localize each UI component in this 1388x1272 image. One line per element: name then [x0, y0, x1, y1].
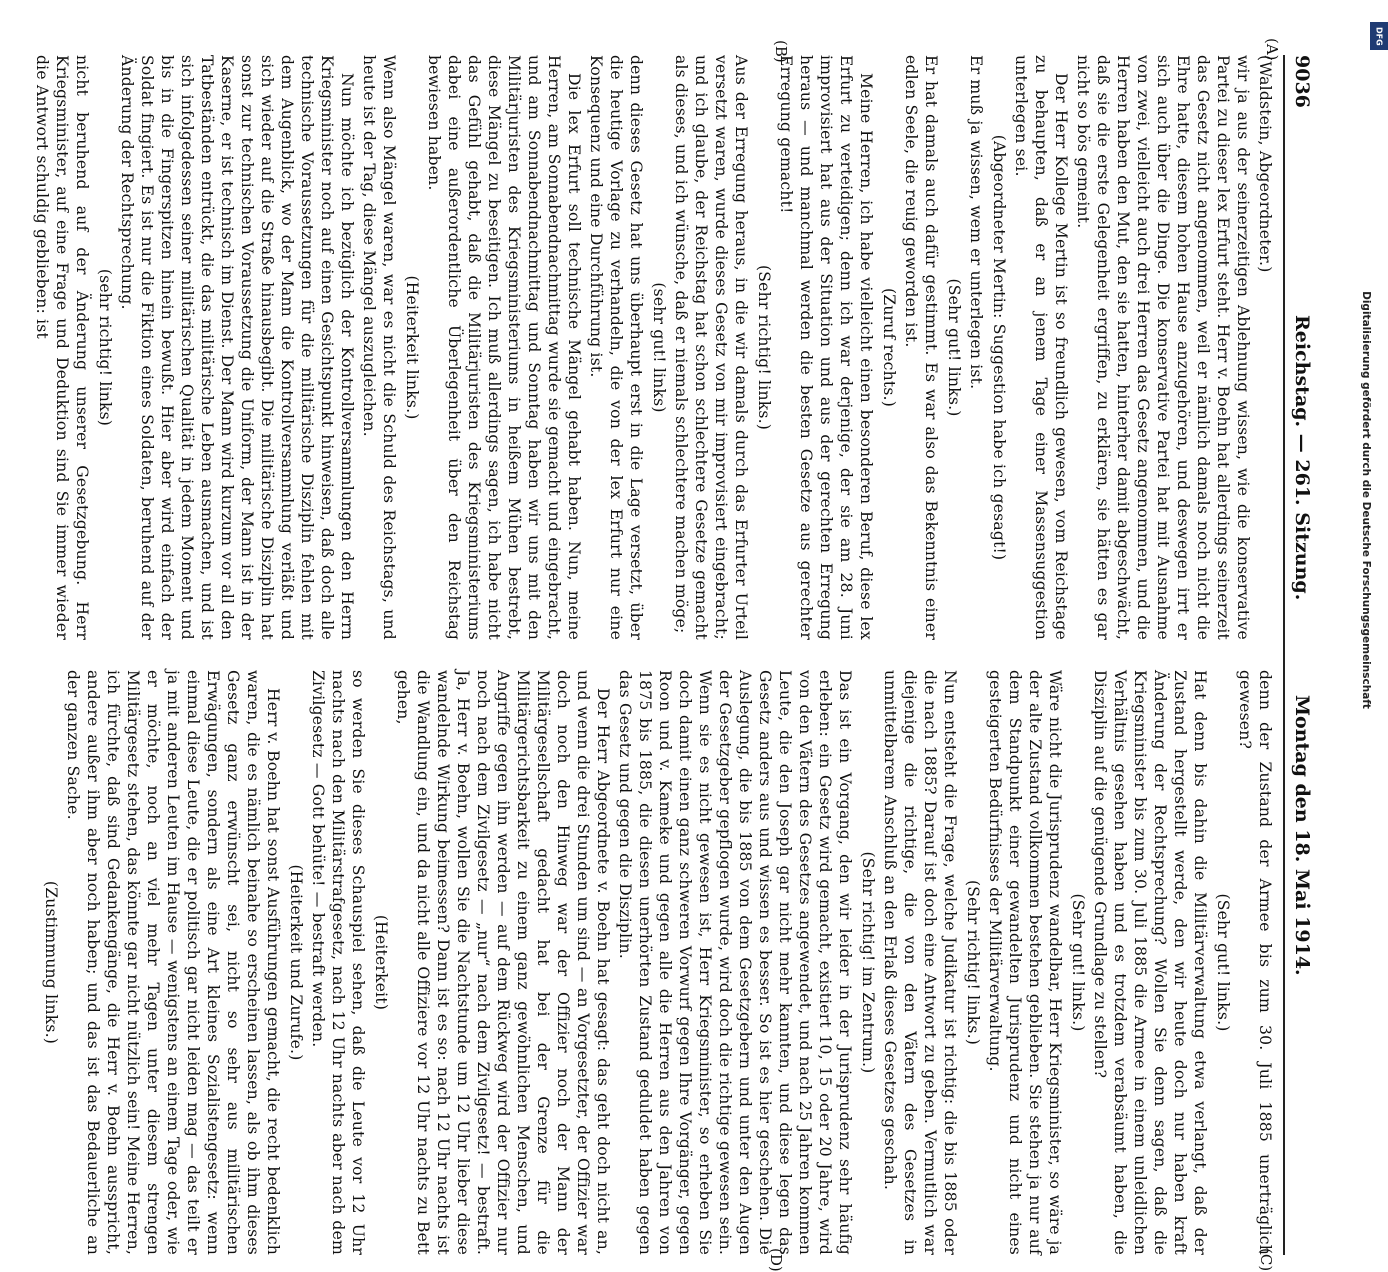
funding-note: Digitalisierung gefördert durch die Deutsche Forschungsgemeinschaft	[1360, 291, 1372, 709]
paragraph: Die lex Erfurt soll technische Mängel gehabt haben. Nun, meine Herren, am Sonnabendnachmittag wurde sie gemacht und eingebracht, und am Sonnabendnachmittag und Sonntag haben wir uns mit den Militärjuristen des Kriegsministeriums in heißem Mühen bestrebt, diese Mängel zu beseitigen. Ich muß allerdings sagen, ich habe nicht das Gefühl gehabt, daß die Militärjuristen des Kriegsministeriums dabei eine außerordentliche Überlegenheit über den Reichstag bewiesen haben.	[425, 55, 583, 640]
paragraph: so werden Sie dieses Schauspiel sehen, daß die Leute vor 12 Uhr nachts nach den Militärstrafgesetz, nach 12 Uhr nachts aber nach dem Zivilgesetz — Gott behüte! — bestraft werden.	[309, 670, 367, 1255]
paragraph: Hat denn bis dahin die Militärverwaltung etwa verlangt, daß der Zustand hergestellt werde, den wir heute doch nur haben kraft Änderung der Rechtsprechung? Wollen Sie denn sagen, daß die Kriegsminister bis zum 30. Juli 1885 die Armee in einem unleidlichen Verhältnis gesehen haben und es trotzdem verabsäumt haben, die Disziplin auf die genügende Grundlage zu stellen?	[1091, 670, 1209, 1255]
speaker-label: (Waldstein, Abgeordneter.)	[1256, 55, 1274, 273]
interjection: (sehr richtig! links)	[96, 268, 114, 427]
paragraph: Der Herr Abgeordnete v. Boehn hat gesagt: das geht doch nicht an, und wenn die drei Stunden um sind — an Vorgesetzter, der Offizier war doch noch den Hinweg war der Offizier noch der Mann der Militärgesellschaft gedacht hat bei der Grenze für die Militärgerichtsbarkeit zu einem ganz gewöhnlichen Menschen, und Angriffe gegen ihn werden — auf dem Rückweg wird der Offizier nur noch nach dem Zivilgesetz — „nur“ nach dem Zivilgesetz! — bestraft. Ja, Herr v. Boehn, wollen Sie die Nachtstunde um 12 Uhr lieber diese wandelnde Wirkung beimessen? Dann ist es so: nach 12 Uhr nachts ist die Wandlung ein, und da nicht alle Offiziere vor 12 Uhr nachts zu Bett gehen,	[394, 670, 612, 1255]
paragraph: Herr v. Boehn hat sonst Ausführungen gemacht, die recht bedenklich waren, die es nämlich beinahe so erscheinen lassen, als ob ihm dieses Gesetz ganz erwünscht sei, nicht so sehr aus militärischen Erwägungen, sondern als eine Art kleines Sozialistengesetz: wenn einmal diese Leute, die er politisch gar nicht leiden mag — das teilt er ja mit anderen Leuten im Hause — wenigstens an einem Tage oder, wie er möchte, noch an viel mehr Tagen unter diesem strengen Militärgesetz stehen, das könnte gar nicht nützlich sein! Meine Herren, ich fürchte, daß sind Gedankengänge, die Herr v. Boehn ausspricht, andere außer ihm aber noch haben; und das ist das Bedauerliche an der ganzen Sache.	[64, 670, 282, 1255]
paragraph: Das ist ein Vorgang, den wir leider in der Jurisprudenz sehr häufig erleben: ein Gesetz wird gemacht, existiert 10, 15 oder 20 Jahre, wird von den Vätern des Gesetzes angewendet, und nach 25 Jahren kommen Leute, die den Joseph gar nicht mehr kannten, und diese legen das Gesetz anders aus und wissen es besser. So ist es hier geschehen. Die Auslegung, die bis 1885 von dem Gesetzgebern und unter den Augen der Gesetzgeber gepflogen wurde, wird doch die richtige gewesen sein. Wenn sie es nicht gewesen ist, Herr Kriegsminister, so erheben Sie doch damit einen ganz schweren Vorwurf gegen Ihre Vorgänger, gegen Roon und v. Kameke und gegen alle die Herren aus den Jahren von 1875 bis 1885, die diesen unerhörten Zustand geduldet haben gegen das Gesetz und gegen die Disziplin.	[616, 670, 854, 1255]
page-number: 9036	[1291, 55, 1313, 108]
interjection: (Sehr richtig! links.)	[964, 879, 982, 1046]
interjection: (Sehr richtig! links.)	[755, 264, 773, 431]
interjection: (Abgeordneter Mertin: Suggestion habe ich gesagt!)	[990, 134, 1008, 561]
interjection: (Zuruf rechts.)	[880, 288, 898, 407]
interjection: (Sehr gut! links.)	[945, 278, 963, 417]
margin-marker-d: (D)	[767, 1248, 785, 1272]
paragraph: denn der Zustand der Armee bis zum 30. Juli 1885 unerträglich gewesen?	[1236, 670, 1274, 1255]
session-date: Montag den 18. Mai 1914.	[1291, 695, 1313, 976]
paragraph: Meine Herren, ich habe vielleicht einen besonderen Beruf, diese lex Erfurt zu verteidigen; denn ich war derjenige, der sie am 28. Juni improvisiert hat aus der Situation und aus der gerechten Erregung heraus — und manchmal werden die besten Gesetze aus gerechter Erregung gemacht!	[777, 55, 875, 640]
interjection: (Heiterkeit und Zurufe.)	[287, 864, 305, 1061]
page-header	[1283, 55, 1315, 1255]
session-title: Reichstag. — 261. Sitzung.	[1291, 315, 1313, 601]
interjection: (Sehr gut! links.)	[1214, 893, 1232, 1032]
interjection: (Sehr richtig! im Zentrum.)	[859, 851, 877, 1074]
paragraph: Nun entsteht die Frage, welche Judikatur ist richtig: die bis 1885 oder die nach 1885? Darauf ist doch eine Antwort zu geben. Vermutlich war diejenige die richtige, die von den Vätern des Gesetzes in unmittelbarem Anschluß an den Erlaß dieses Gesetzes geschah.	[881, 670, 959, 1255]
paragraph: wir ja aus der seinerzeitigen Ablehnung wissen, wie die konservative Partei zu dieser lex Erfurt steht. Herr v. Boehn hat allerdings seinerzeit das Gesetz nicht angenommen, weil er nämlich damals noch nicht die Ehre hatte, diesem hohen Hause anzugehören, und deswegen irrt er sich auch über die Dinge. Die konservative Partei hat mit Ausnahme von zwei, vielleicht auch drei Herren das Gesetz angenommen, und die Herren haben den Mut, den sie hatten, hinterher damit abgeschwächt, daß sie die erste Gelegenheit ergriffen, zu erklären, sie hätten es gar nicht so bös gemeint.	[1074, 55, 1252, 640]
margin-marker-a: (A)	[1263, 38, 1281, 61]
right-text-column	[42, 670, 1275, 1255]
paragraph: Aus der Erregung heraus, in die wir damals durch das Erfurter Urteil versetzt waren, wurde dieses Gesetz von mir improvisiert eingebracht; und ich glaube, der Reichstag hat schon schlechtere Gesetze gemacht als dieses, und ich wünsche, daß er niemals schlechtere machen möge;	[672, 55, 750, 640]
paragraph: Er muß ja wissen, wem er unterlegen ist.	[967, 55, 985, 390]
interjection: (sehr gut! links)	[650, 282, 668, 413]
paragraph: Wenn also Mängel waren, war es nicht die Schuld des Reichstags, und heute ist der Tag, diese Mängel auszugleichen.	[360, 55, 398, 640]
paragraph: Er hat damals auch dafür gestimmt. Es war also das Bekenntnis einer edlen Seele, die reuig geworden ist.	[902, 55, 940, 640]
interjection: (Zustimmung links.)	[42, 880, 60, 1045]
interjection: (Heiterkeit links.)	[403, 275, 421, 420]
margin-marker-b: (B)	[772, 40, 790, 63]
paragraph: Wäre nicht die Jurisprudenz wandelbar, Herr Kriegsminister, so wäre ja der alte Zustand vollkommen bestehen geblieben. Sie stehen ja nur auf dem Standpunkt einer gewandelten Jurisprudenz und nicht eines gesteigerten Bedürfnisses der Militärverwaltung.	[986, 670, 1064, 1255]
margin-marker-c: (C)	[1257, 1248, 1275, 1272]
interjection: (Heiterkeit)	[372, 914, 390, 1011]
paragraph: nicht beruhend auf der Änderung unserer Gesetzgebung. Herr Kriegsminister, auf eine Frage und Deduktion sind Sie immer wieder die Antwort schuldig geblieben: ist	[33, 55, 91, 640]
dfg-logo: DFG	[1370, 22, 1388, 50]
paragraph: denn dieses Gesetz hat uns überhaupt erst in die Lage versetzt, über die heutige Vorlage zu verhandeln, die von der lex Erfurt nur eine Konsequenz und eine Durchführung ist.	[587, 55, 645, 640]
interjection: (Sehr gut! links.)	[1069, 893, 1087, 1032]
paragraph: Nun möchte ich bezüglich der Kontrollversammlungen den Herrn Kriegsminister noch auf einen Gesichtspunkt hinweisen, daß doch alle technische Voraussetzungen für die militärische Disziplin fehlen mit dem Augenblick, wo der Mann die Kontrollversammlung verläßt und sich wieder auf die Straße hinausbegibt. Die militärische Disziplin hat sonst zur technischen Voraussetzung die Uniform, der Mann ist in der Kaserne, er ist technisch im Dienst. Der Mann wird kurzum vor all den Tatbeständen entrückt, die das militärische Leben ausmachen, und ist sich infolgedessen seiner militärischen Qualität in jedem Moment und bis in die Fingerspitzen hinein bewußt. Hier aber wird einfach der Soldat fingiert. Es ist nur die Fiktion eines Soldaten, beruhend auf der Änderung der Rechtsprechung.	[118, 55, 356, 640]
rotated-page	[33, 20, 1355, 1272]
paragraph: Der Herr Kollege Mertin ist so freundlich gewesen, vom Reichstage zu behaupten, daß er an jenem Tage einer Massensuggestion unterlegen sei.	[1012, 55, 1070, 640]
left-text-column	[33, 55, 1275, 640]
